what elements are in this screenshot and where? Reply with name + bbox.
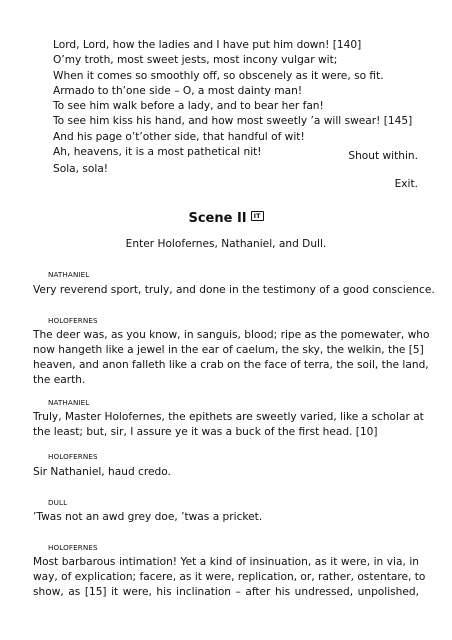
speech-line: ’Twas not an awd grey doe, ’twas a pricket. <box>33 511 263 523</box>
verse-line: Lord, Lord, how the ladies and I have put him down! [140] <box>53 39 362 51</box>
verse-line: Ah, heavens, it is a most pathetical nit! <box>53 146 262 159</box>
speech-text <box>33 555 426 600</box>
verse-line: And his page o’t’other side, that handful of wit! <box>53 130 305 143</box>
speech-line: the least; but, sir, I assure ye it was a buck of the first head. [10] <box>33 426 378 439</box>
speaker-name: HOLOFERNES <box>48 452 98 461</box>
speech-line: show, as [15] it were, his inclination – after his undressed, unpolished, <box>33 586 419 599</box>
speaker-name: NATHANIEL <box>48 270 90 279</box>
verse-line: To see him kiss his hand, and how most sweetly ’a will swear! [145] <box>53 115 413 128</box>
speech-text <box>33 510 419 525</box>
stage-direction-exit: Exit. <box>394 178 418 190</box>
verse-line: Armado to th’one side – O, a most dainty man! <box>53 84 303 97</box>
speech-line: now hangeth like a jewel in the ear of caelum, the sky, the welkin, the [5] <box>33 344 424 357</box>
speech-text <box>33 328 430 388</box>
speech-line: way, of explication; facere, as it were, replication, or, rather, ostentare, to <box>33 571 426 584</box>
speech-line: The deer was, as you know, in sanguis, blood; ripe as the pomewater, who <box>33 329 430 341</box>
verse-line: To see him walk before a lady, and to bear her fan! <box>53 100 324 113</box>
verse-line-sola: Sola, sola! <box>53 163 109 175</box>
speech-line: the earth. <box>33 374 86 387</box>
speech-text <box>33 410 424 440</box>
stage-direction-enter: Enter Holofernes, Nathaniel, and Dull. <box>125 238 327 250</box>
scene-heading <box>0 211 452 226</box>
speaker-name: HOLOFERNES <box>48 543 98 552</box>
speech-line: heaven, and anon falleth like a crab on the face of terra, the soil, the land, <box>33 359 429 372</box>
verse-passage <box>53 38 423 160</box>
speaker-name: HOLOFERNES <box>48 316 98 325</box>
scene-title: Scene II <box>188 211 247 226</box>
speech-line: Truly, Master Holofernes, the epithets are sweetly varied, like a scholar at <box>33 411 424 423</box>
speech-text <box>33 283 435 298</box>
speech-line: Most barbarous intimation! Yet a kind of insinuation, as it were, in via, in <box>33 556 419 568</box>
speaker-name: NATHANIEL <box>48 398 90 407</box>
verse-line: When it comes so smoothly off, so obscenely as it were, so fit. <box>53 69 384 82</box>
verse-line: O’my troth, most sweet jests, most incony vulgar wit; <box>53 54 338 67</box>
scene-badge[interactable]: IT <box>251 211 264 221</box>
speech-line: Very reverend sport, truly, and done in the testimony of a good conscience. <box>33 284 435 296</box>
speaker-name: DULL <box>48 498 68 507</box>
speech-text <box>33 465 419 480</box>
speech-line: Sir Nathaniel, haud credo. <box>33 466 171 478</box>
stage-direction-shout: Shout within. <box>348 150 418 162</box>
